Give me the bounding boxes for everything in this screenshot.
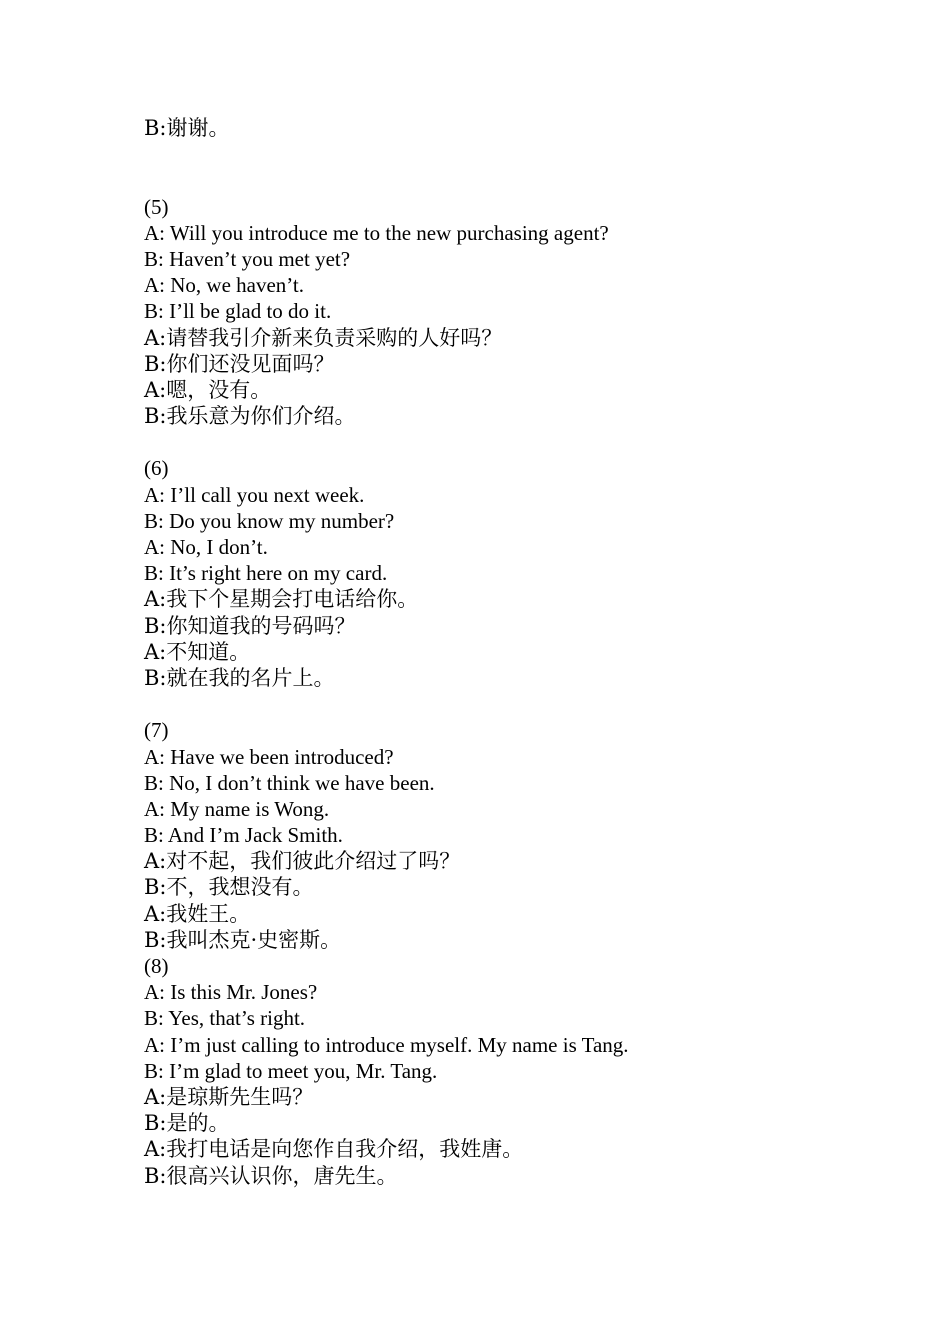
- dialogue-line: B: Yes, that’s right.: [144, 1006, 306, 1031]
- dialogue-line: A:对不起，我们彼此介绍过了吗？: [144, 849, 461, 874]
- dialogue-line: B: I’ll be glad to do it.: [144, 299, 332, 324]
- dialogue-line: A:我下个星期会打电话给你。: [144, 587, 419, 612]
- spacer: [144, 141, 844, 193]
- dialogue-line: A: I’m just calling to introduce myself. My name is Tang.: [144, 1032, 629, 1057]
- dialogue-line: A:请替我引介新来负责采购的人好吗？: [144, 325, 503, 350]
- dialogue-line: A: I’ll call you next week.: [144, 482, 365, 507]
- dialogue-number: (5): [144, 194, 169, 219]
- dialogue-line: B: I’m glad to meet you, Mr. Tang.: [144, 1058, 438, 1083]
- dialogue-line: B:我叫杰克·史密斯。: [144, 927, 342, 952]
- dialogue-number: (6): [144, 456, 169, 481]
- dialogue-line: B:就在我的名片上。: [144, 665, 335, 690]
- dialogue-line: A: My name is Wong.: [144, 796, 330, 821]
- dialogue-line: A:我打电话是向您作自我介绍，我姓唐。: [144, 1137, 524, 1162]
- dialogue-5: [144, 194, 844, 430]
- dialogue-line: A: Is this Mr. Jones?: [144, 980, 318, 1005]
- dialogue-8: [144, 953, 844, 1189]
- dialogue-line: A: No, I don’t.: [144, 535, 268, 560]
- dialogue-line: A: Have we been introduced?: [144, 744, 394, 769]
- dialogue-line: B:我乐意为你们介绍。: [144, 404, 356, 429]
- dialogue-line: A:是琼斯先生吗？: [144, 1084, 314, 1109]
- dialogue-line: B:不，我想没有。: [144, 875, 314, 900]
- dialogue-6: [144, 455, 844, 691]
- dialogue-line: B:很高兴认识你，唐先生。: [144, 1163, 398, 1188]
- closing-line: B:谢谢。: [144, 116, 230, 140]
- dialogue-7: [144, 717, 844, 953]
- dialogue-number: (7): [144, 718, 169, 743]
- dialogue-line: B:是的。: [144, 1111, 230, 1136]
- dialogue-line: A:我姓王。: [144, 901, 251, 926]
- dialogue-number: (8): [144, 954, 169, 979]
- dialogue-line: B:你知道我的号码吗？: [144, 613, 356, 638]
- dialogue-line: B: No, I don’t think we have been.: [144, 770, 435, 795]
- dialogue-line: B:你们还没见面吗？: [144, 351, 335, 376]
- dialogue-line: B: And I’m Jack Smith.: [144, 823, 343, 848]
- dialogue-line: B: Haven’t you met yet?: [144, 246, 351, 271]
- dialogue-line: B: It’s right here on my card.: [144, 561, 388, 586]
- dialogue-line: A:不知道。: [144, 639, 251, 664]
- document-body: [144, 115, 844, 1189]
- dialogue-line: A:嗯，没有。: [144, 377, 272, 402]
- spacer: [144, 429, 844, 455]
- spacer: [144, 691, 844, 717]
- dialogue-line: B: Do you know my number?: [144, 508, 395, 533]
- dialogue-line: A: Will you introduce me to the new purchasing agent?: [144, 220, 609, 245]
- dialogue-line: A: No, we haven’t.: [144, 273, 304, 298]
